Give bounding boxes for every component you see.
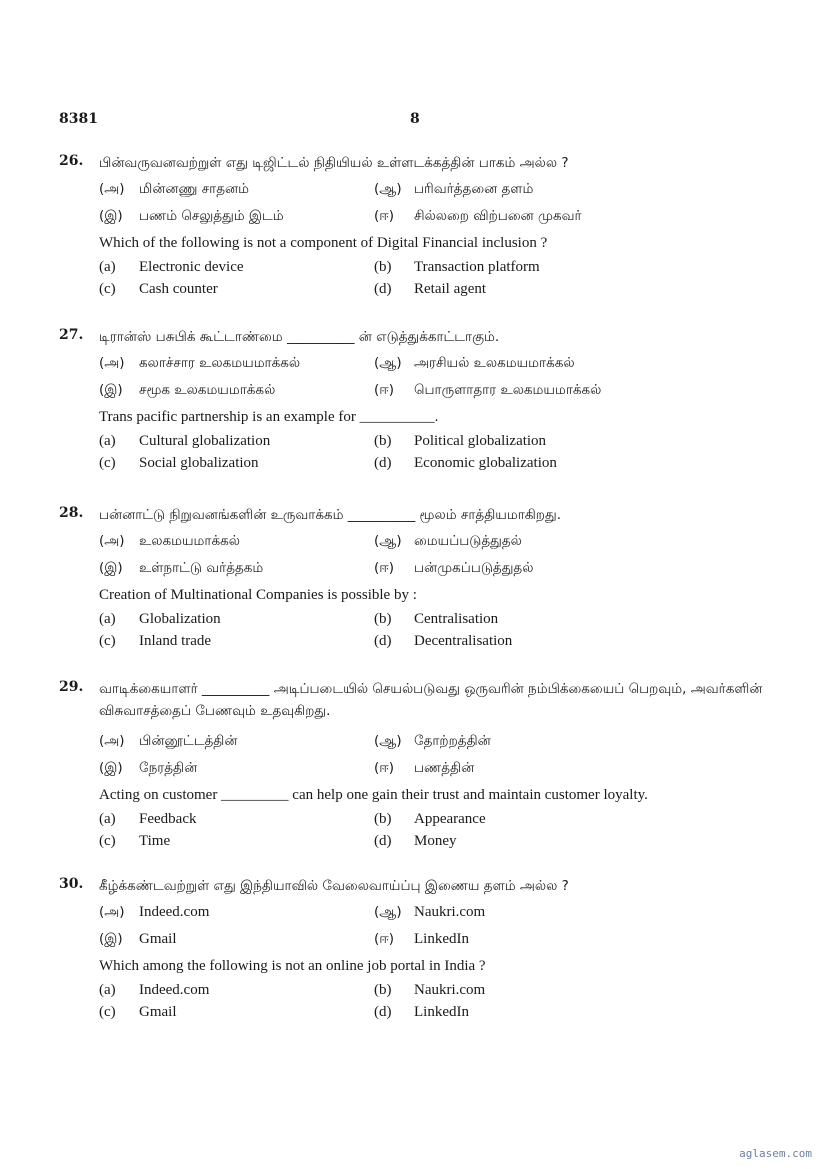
option-text: நேரத்தின்	[139, 759, 198, 776]
option-label: (d)	[374, 633, 392, 650]
option-c-english	[99, 833, 374, 850]
option-a-english	[99, 611, 374, 628]
option-label: (b)	[374, 981, 392, 998]
option-d-english	[374, 1004, 649, 1021]
option-text: Electronic device	[139, 258, 244, 275]
tamil-options-row	[99, 555, 779, 582]
option-text: பொருளாதார உலகமயமாக்கல்	[414, 381, 602, 398]
option-d-tamil	[374, 560, 649, 578]
option-text: உள்நாட்டு வர்த்தகம்	[139, 559, 264, 576]
option-text: பரிவர்த்தனை தளம்	[414, 180, 534, 197]
option-text: Gmail	[139, 931, 177, 947]
option-label: (இ)	[99, 559, 123, 576]
option-a-english	[99, 982, 374, 999]
english-options-row	[99, 608, 779, 631]
option-label: (இ)	[99, 381, 123, 398]
option-text: Appearance	[414, 810, 486, 827]
option-text: Feedback	[139, 810, 197, 827]
option-a-english	[99, 811, 374, 828]
option-d-tamil	[374, 931, 649, 949]
option-label: (ஈ)	[374, 559, 395, 576]
option-text: Transaction platform	[414, 258, 540, 275]
option-d-english	[374, 833, 649, 850]
english-options-row	[99, 808, 779, 831]
option-label: (b)	[374, 610, 392, 627]
option-text: Time	[139, 833, 171, 850]
option-text: பணத்தின்	[414, 759, 475, 776]
option-text: Naukri.com	[414, 981, 486, 998]
paper-code: 8381	[59, 111, 98, 127]
option-label: (c)	[99, 1004, 116, 1021]
english-options-row	[99, 631, 779, 654]
question-27	[59, 324, 779, 475]
english-options-row	[99, 979, 779, 1002]
question-26	[59, 150, 779, 301]
option-label: (b)	[374, 258, 392, 275]
option-text: Economic globalization	[414, 455, 557, 472]
option-c-english	[99, 455, 374, 472]
option-c-english	[99, 281, 374, 298]
option-text: Indeed.com	[139, 981, 210, 998]
option-label: (c)	[99, 633, 116, 650]
option-label: (அ)	[99, 732, 125, 749]
english-options-row	[99, 453, 779, 476]
option-label: (d)	[374, 455, 392, 472]
english-options-row	[99, 1002, 779, 1025]
question-stem-tamil: டிரான்ஸ் பசுபிக் கூட்டாண்மை __________ ன் எடுத்துக்காட்டாகும்.	[99, 329, 500, 345]
option-label: (c)	[99, 455, 116, 472]
option-d-english	[374, 281, 649, 298]
question-number: 26.	[59, 153, 84, 169]
question-stem-tamil: பன்னாட்டு நிறுவனங்களின் உருவாக்கம் __________ மூலம் சாத்தியமாகிறது.	[99, 507, 561, 523]
option-a-english	[99, 259, 374, 276]
question-stem-tamil: பின்வருவனவற்றுள் எது டிஜிட்டல் நிதியியல் உள்ளடக்கத்தின் பாகம் அல்ல ?	[99, 155, 569, 171]
option-text: Cultural globalization	[139, 432, 271, 449]
option-label: (a)	[99, 432, 116, 449]
option-label: (ஈ)	[374, 381, 395, 398]
option-text: LinkedIn	[414, 931, 469, 947]
option-text: Gmail	[139, 1004, 177, 1021]
question-number: 27.	[59, 327, 84, 343]
option-text: சில்லறை விற்பனை முகவர்	[414, 207, 582, 224]
option-b-tamil	[374, 733, 649, 751]
tamil-options-row	[99, 755, 779, 782]
option-label: (a)	[99, 610, 116, 627]
page-number: 8	[410, 111, 420, 127]
option-text: மின்னணு சாதனம்	[139, 180, 249, 197]
option-c-english	[99, 1004, 374, 1021]
option-label: (ஈ)	[374, 759, 395, 776]
option-text: பன்முகப்படுத்துதல்	[414, 559, 534, 576]
option-c-tamil	[99, 382, 374, 400]
option-label: (b)	[374, 810, 392, 827]
tamil-options-row	[99, 176, 779, 203]
question-stem-english: Creation of Multinational Companies is possible by :	[99, 587, 417, 603]
option-text: Political globalization	[414, 432, 547, 449]
question-28	[59, 502, 779, 653]
english-options-row	[99, 430, 779, 453]
option-label: (d)	[374, 281, 392, 298]
option-b-english	[374, 811, 649, 828]
question-number: 30.	[59, 876, 84, 892]
option-a-english	[99, 433, 374, 450]
question-stem-english: Trans pacific partnership is an example for __________.	[99, 409, 439, 425]
option-b-tamil	[374, 904, 649, 922]
option-text: கலாச்சார உலகமயமாக்கல்	[139, 354, 301, 371]
english-options-row	[99, 256, 779, 279]
option-text: Centralisation	[414, 610, 499, 627]
option-text: Money	[414, 833, 457, 850]
option-text: மையப்படுத்துதல்	[414, 532, 522, 549]
question-stem-tamil: கீழ்க்கண்டவற்றுள் எது இந்தியாவில் வேலைவாய்ப்பு இணைய தளம் அல்ல ?	[99, 878, 569, 894]
option-label: (b)	[374, 432, 392, 449]
question-stem-english: Which among the following is not an online job portal in India ?	[99, 958, 486, 974]
english-options-row	[99, 831, 779, 854]
english-options-row	[99, 279, 779, 302]
tamil-options-row	[99, 350, 779, 377]
tamil-options-row	[99, 377, 779, 404]
option-b-english	[374, 259, 649, 276]
option-b-tamil	[374, 355, 649, 373]
option-c-english	[99, 633, 374, 650]
option-a-tamil	[99, 181, 374, 199]
option-label: (a)	[99, 258, 116, 275]
option-text: Inland trade	[139, 633, 212, 650]
option-text: Naukri.com	[414, 904, 486, 920]
option-a-tamil	[99, 355, 374, 373]
option-text: Retail agent	[414, 281, 487, 298]
tamil-options-row	[99, 203, 779, 230]
option-label: (ஆ)	[374, 532, 402, 549]
option-label: (ஆ)	[374, 903, 402, 920]
option-b-english	[374, 611, 649, 628]
option-a-tamil	[99, 733, 374, 751]
option-d-tamil	[374, 760, 649, 778]
option-text: உலகமயமாக்கல்	[139, 532, 240, 549]
question-stem-english: Acting on customer _________ can help one gain their trust and maintain customer loyalty.	[99, 787, 648, 803]
option-label: (இ)	[99, 930, 123, 947]
option-c-tamil	[99, 760, 374, 778]
option-text: தோற்றத்தின்	[414, 732, 491, 749]
question-29	[59, 676, 779, 853]
question-number: 29.	[59, 679, 84, 695]
question-number: 28.	[59, 505, 84, 521]
option-label: (a)	[99, 981, 116, 998]
option-text: Decentralisation	[414, 633, 513, 650]
option-label: (அ)	[99, 532, 125, 549]
option-b-tamil	[374, 533, 649, 551]
option-b-tamil	[374, 181, 649, 199]
question-stem-english: Which of the following is not a component of Digital Financial inclusion ?	[99, 235, 548, 251]
tamil-options-row	[99, 728, 779, 755]
option-text: Cash counter	[139, 281, 218, 298]
option-label: (இ)	[99, 207, 123, 224]
option-label: (அ)	[99, 180, 125, 197]
option-text: Social globalization	[139, 455, 259, 472]
option-label: (ஆ)	[374, 180, 402, 197]
option-label: (ஆ)	[374, 732, 402, 749]
option-label: (d)	[374, 833, 392, 850]
option-label: (இ)	[99, 759, 123, 776]
option-a-tamil	[99, 533, 374, 551]
option-c-tamil	[99, 208, 374, 226]
option-c-tamil	[99, 931, 374, 949]
option-label: (ஈ)	[374, 207, 395, 224]
tamil-options-row	[99, 528, 779, 555]
option-label: (அ)	[99, 354, 125, 371]
option-label: (c)	[99, 281, 116, 298]
option-d-english	[374, 455, 649, 472]
option-b-english	[374, 982, 649, 999]
option-label: (a)	[99, 810, 116, 827]
option-label: (c)	[99, 833, 116, 850]
option-c-tamil	[99, 560, 374, 578]
option-b-english	[374, 433, 649, 450]
option-label: (அ)	[99, 903, 125, 920]
option-d-tamil	[374, 382, 649, 400]
option-text: பின்னூட்டத்தின்	[139, 732, 238, 749]
option-a-tamil	[99, 904, 374, 922]
option-d-tamil	[374, 208, 649, 226]
question-stem-tamil: வாடிக்கையாளர் __________ அடிப்படையில் செயல்படுவது ஒருவரின் நம்பிக்கையைப் பெறவும், அவர்களின் விசுவாசத்தைப் பேணவும் உதவுகிறது.	[99, 681, 763, 719]
option-d-english	[374, 633, 649, 650]
option-label: (ஆ)	[374, 354, 402, 371]
option-text: LinkedIn	[414, 1004, 469, 1021]
option-text: அரசியல் உலகமயமாக்கல்	[414, 354, 575, 371]
option-text: சமூக உலகமயமாக்கல்	[139, 381, 276, 398]
question-30	[59, 873, 779, 1024]
option-text: பணம் செலுத்தும் இடம்	[139, 207, 284, 224]
tamil-options-row	[99, 899, 779, 926]
option-text: Indeed.com	[139, 904, 210, 920]
option-label: (d)	[374, 1004, 392, 1021]
tamil-options-row	[99, 926, 779, 953]
watermark: aglasem.com	[739, 1147, 812, 1160]
option-label: (ஈ)	[374, 930, 395, 947]
option-text: Globalization	[139, 610, 221, 627]
